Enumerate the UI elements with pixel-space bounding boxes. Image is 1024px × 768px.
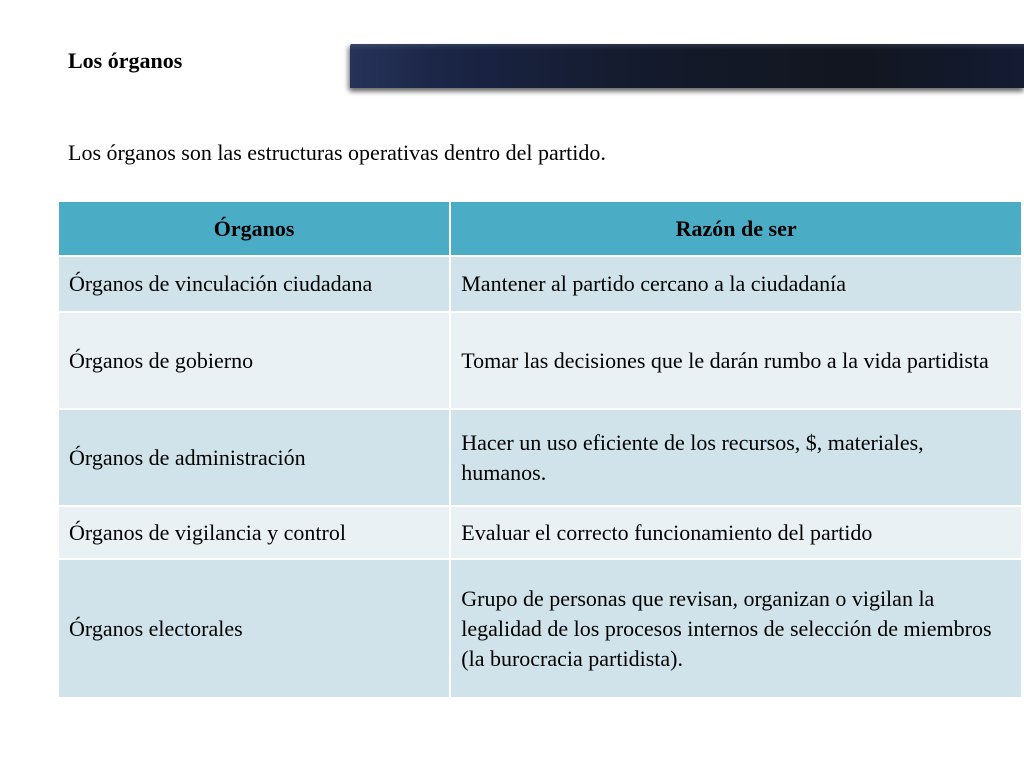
razon-cell: Hacer un uso eficiente de los recursos, $, materiales, humanos. xyxy=(450,409,1022,506)
slide-title: Los órganos xyxy=(68,48,183,73)
header-organos: Órganos xyxy=(58,201,450,256)
razon-cell: Tomar las decisiones que le darán rumbo a la vida partidista xyxy=(450,312,1022,409)
table-row xyxy=(58,312,1022,409)
table-header-row xyxy=(58,201,1022,256)
organo-cell: Órganos electorales xyxy=(58,559,450,698)
razon-cell: Mantener al partido cercano a la ciudadanía xyxy=(450,256,1022,312)
organo-cell: Órganos de administración xyxy=(58,409,450,506)
table-row xyxy=(58,559,1022,698)
table-row xyxy=(58,409,1022,506)
intro-text: Los órganos son las estructuras operativas dentro del partido. xyxy=(68,140,606,165)
organo-cell: Órganos de vinculación ciudadana xyxy=(58,256,450,312)
title-banner xyxy=(350,44,1024,88)
organo-cell: Órganos de vigilancia y control xyxy=(58,506,450,559)
header-razon-de-ser: Razón de ser xyxy=(450,201,1022,256)
razon-cell: Evaluar el correcto funcionamiento del partido xyxy=(450,506,1022,559)
banner-highlight xyxy=(350,44,1024,50)
organo-cell: Órganos de gobierno xyxy=(58,312,450,409)
razon-cell: Grupo de personas que revisan, organizan o vigilan la legalidad de los procesos internos de selección de miembros (la burocracia partidista). xyxy=(450,559,1022,698)
table-row xyxy=(58,506,1022,559)
table-row xyxy=(58,256,1022,312)
organos-table xyxy=(57,200,1023,699)
